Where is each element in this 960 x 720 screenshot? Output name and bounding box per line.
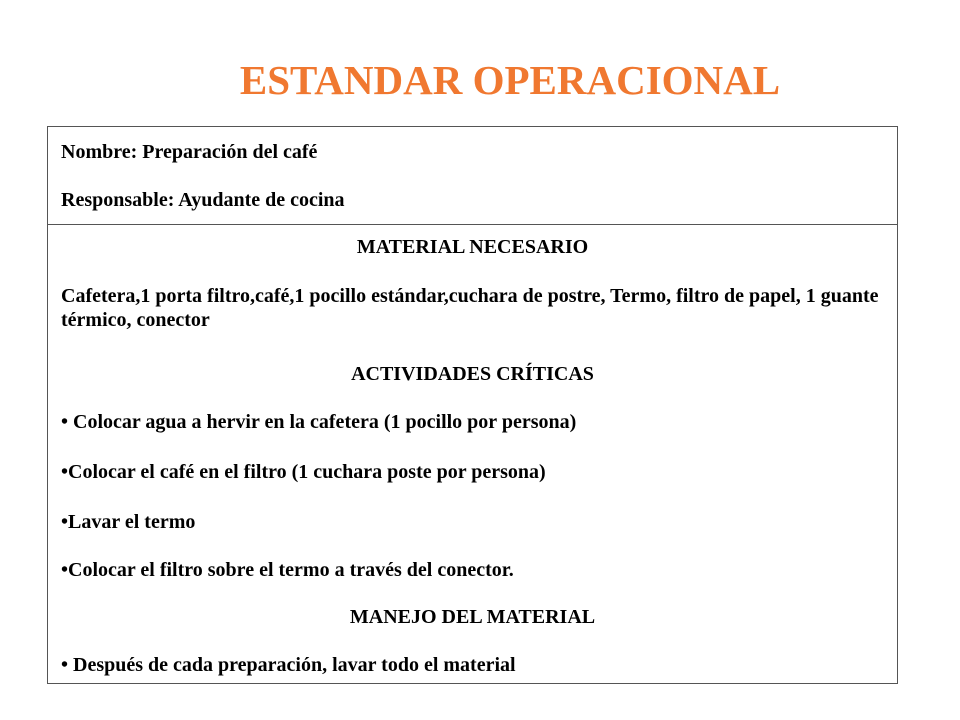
activity-item: • Colocar agua a hervir en la cafetera (1 pocillo por persona) xyxy=(61,411,577,433)
header-box xyxy=(47,126,898,225)
page-title: ESTANDAR OPERACIONAL xyxy=(239,57,781,103)
content-box xyxy=(47,224,898,684)
name-field: Nombre: Preparación del café xyxy=(61,141,318,163)
material-text: Cafetera,1 porta filtro,café,1 pocillo estándar,cuchara de postre, Termo, filtro de papel, 1 guante térmico, conector xyxy=(61,285,879,331)
material-heading: MATERIAL NECESARIO xyxy=(356,236,589,258)
handling-heading: MANEJO DEL MATERIAL xyxy=(349,606,596,628)
activity-item: •Colocar el filtro sobre el termo a través del conector. xyxy=(61,559,514,581)
activity-item: •Lavar el termo xyxy=(61,511,196,533)
activity-item: •Colocar el café en el filtro (1 cuchara poste por persona) xyxy=(61,461,546,483)
responsible-field: Responsable: Ayudante de cocina xyxy=(61,189,345,211)
handling-item: • Después de cada preparación, lavar todo el material xyxy=(61,654,516,676)
activities-heading: ACTIVIDADES CRÍTICAS xyxy=(351,363,594,385)
